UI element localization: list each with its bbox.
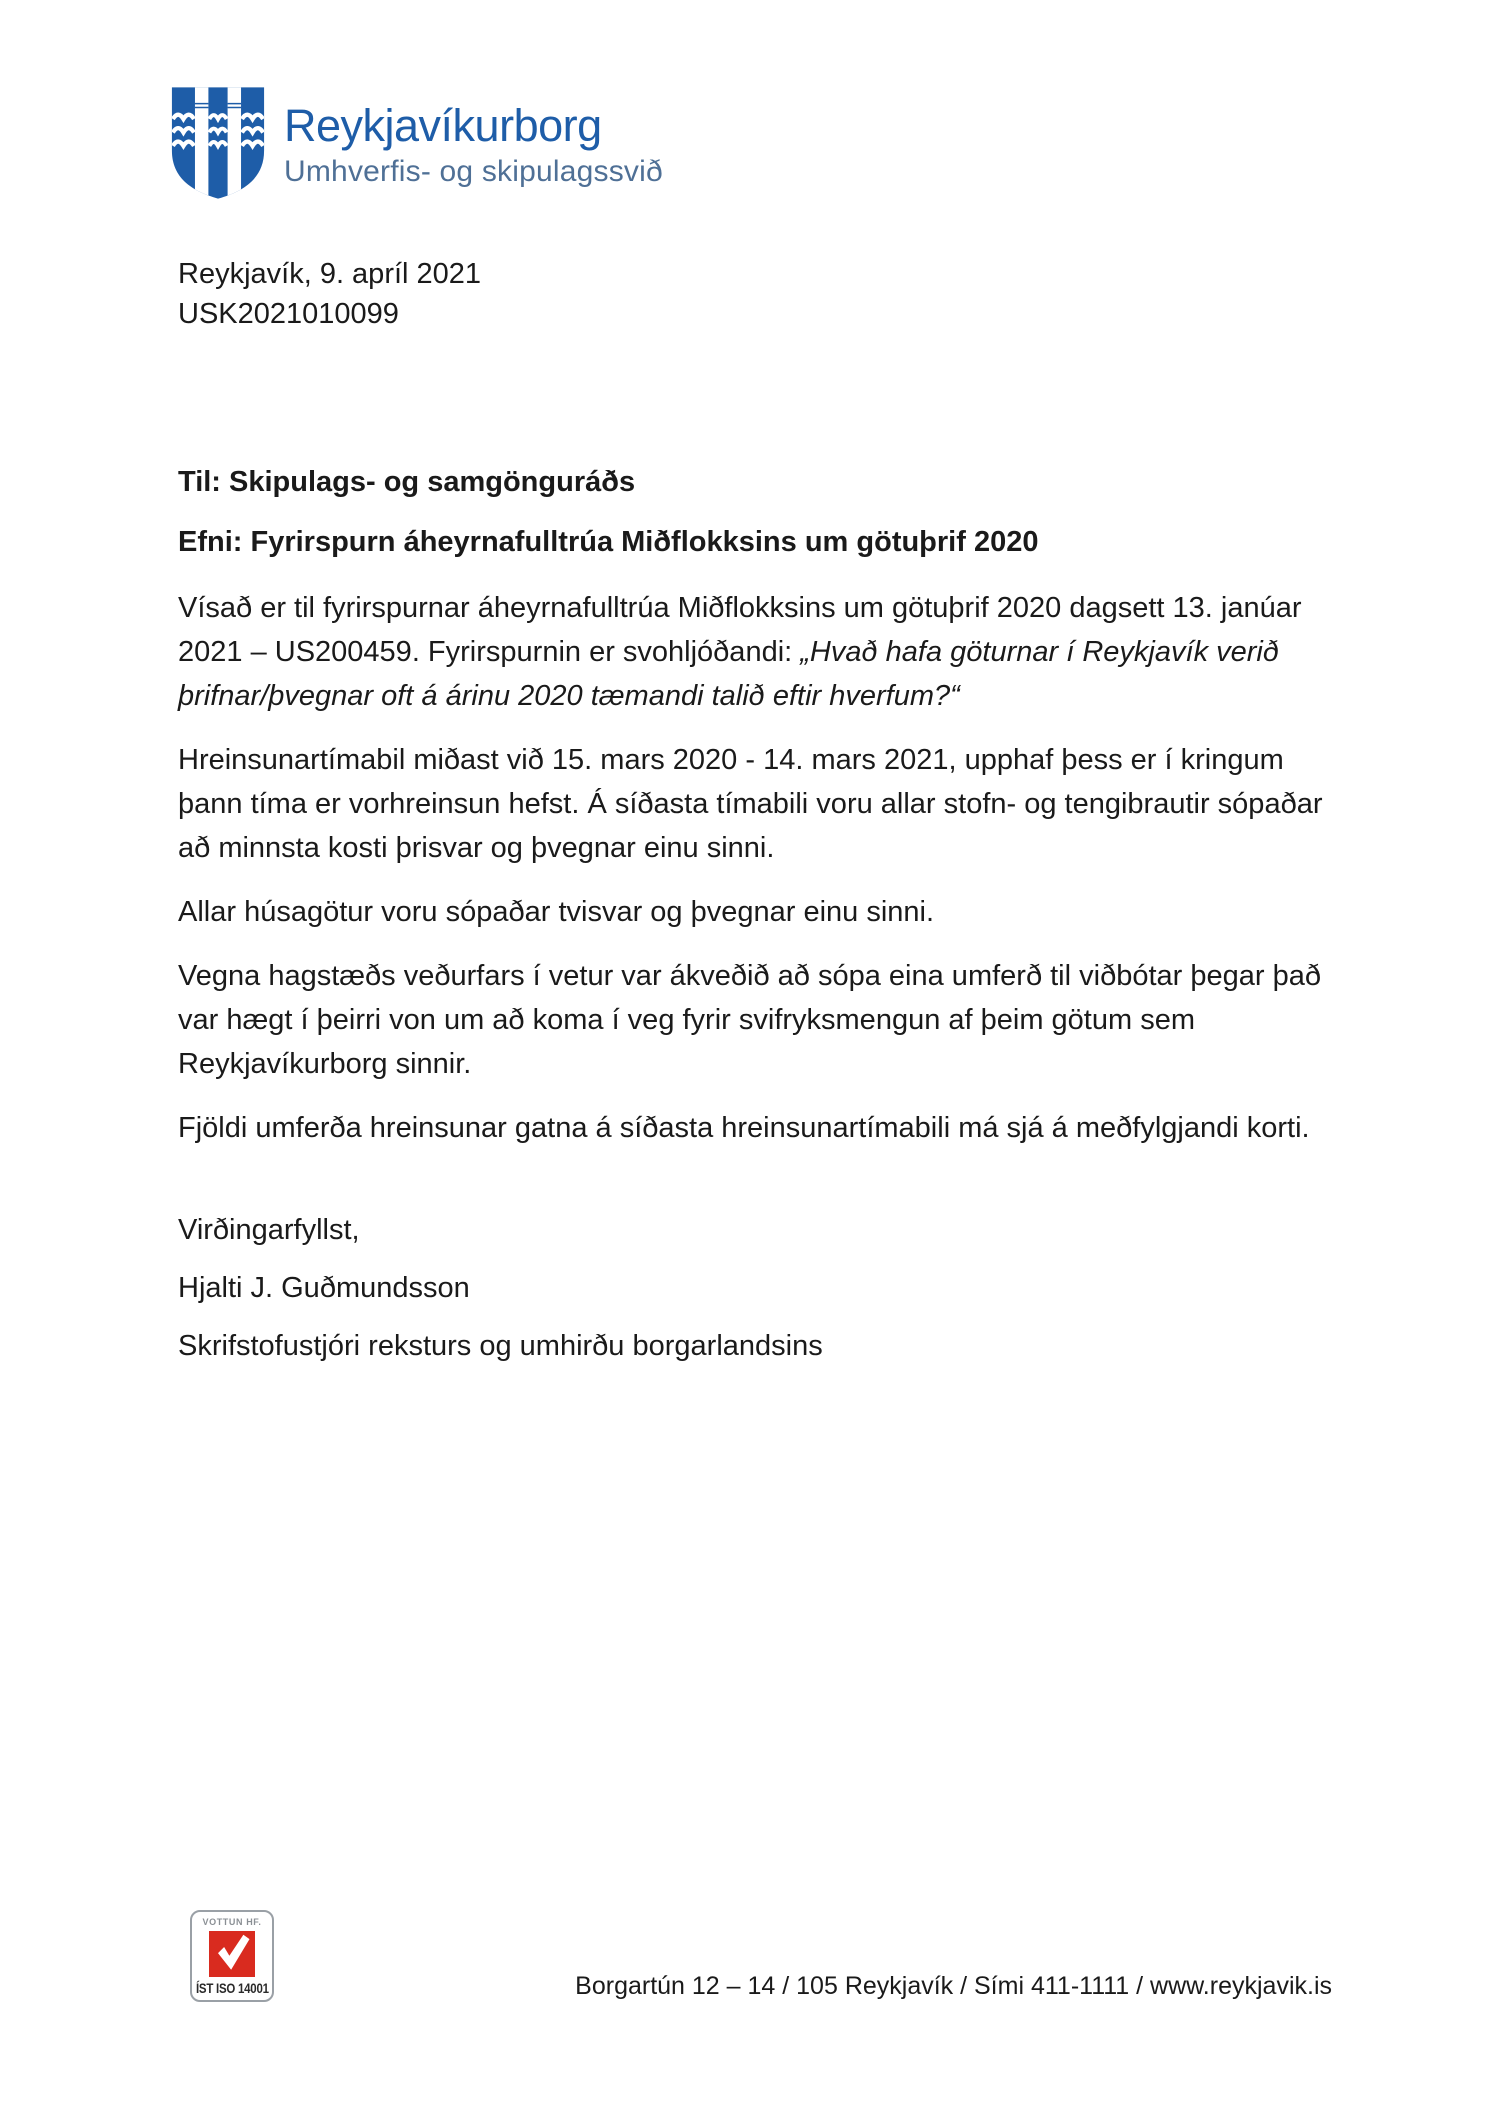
reykjavik-coat-of-arms-icon: [170, 85, 266, 201]
paragraph-1: [178, 586, 1343, 718]
checkmark-icon: [209, 1931, 255, 1977]
paragraph-2: Hreinsunartímabil miðast við 15. mars 2020 - 14. mars 2021, upphaf þess er í kringum þann tíma er vorhreinsun hefst. Á síðasta tímabili voru allar stofn- og tengibrautir sópaðar að minnsta kosti þrisvar og þvegnar einu sinni.: [178, 744, 1323, 864]
paragraph-5: Fjöldi umferða hreinsunar gatna á síðasta hreinsunartímabili má sjá á meðfylgjandi korti.: [178, 1112, 1310, 1144]
org-name: Reykjavíkurborg: [284, 99, 602, 151]
paragraph-1-intro: Vísað er til fyrirspurnar áheyrnafulltrúa Miðflokksins um götuþrif 2020 dagsett 13. janúar 2021 – US200459. Fyrirspurnin er svohljóðandi:: [178, 592, 1302, 668]
iso-14001-badge: [190, 1910, 274, 2002]
letter-body: [178, 460, 1343, 1388]
reference-number: USK2021010099: [178, 298, 399, 330]
subject-line: Efni: Fyrirspurn áheyrnafulltrúa Miðflokksins um götuþrif 2020: [178, 526, 1039, 558]
iso-badge-bottom-label: ÍST ISO 14001: [195, 1980, 269, 1996]
date-line: Reykjavík, 9. apríl 2021: [178, 258, 482, 290]
signature-closing: Virðingarfyllst,: [178, 1214, 360, 1246]
recipient-line: Til: Skipulags- og samgönguráðs: [178, 466, 636, 498]
iso-badge-top-label: VOTTUN HF.: [202, 1917, 262, 1927]
signature-name: Hjalti J. Guðmundsson: [178, 1272, 470, 1304]
footer-address: Borgartún 12 – 14 / 105 Reykjavík / Sími 411-1111 / www.reykjavik.is: [575, 1972, 1332, 2000]
signature-title: Skrifstofustjóri reksturs og umhirðu borgarlandsins: [178, 1330, 823, 1362]
paragraph-1-quote: „Hvað hafa göturnar í Reykjavík verið þrifnar/þvegnar oft á árinu 2020 tæmandi talið eftir hverfum?“: [178, 636, 1279, 712]
letterhead-text: [284, 98, 663, 189]
date-reference-block: [178, 254, 481, 334]
department-name: Umhverfis- og skipulagssvið: [284, 155, 663, 189]
paragraph-3: Allar húsagötur voru sópaðar tvisvar og þvegnar einu sinni.: [178, 896, 935, 928]
paragraph-4: Vegna hagstæðs veðurfars í vetur var ákveðið að sópa eina umferð til viðbótar þegar það var hægt í þeirri von um að koma í veg fyrir svifryksmengun af þeim götum sem Reykjavíkurborg sinnir.: [178, 960, 1321, 1080]
letterhead: [170, 85, 663, 201]
